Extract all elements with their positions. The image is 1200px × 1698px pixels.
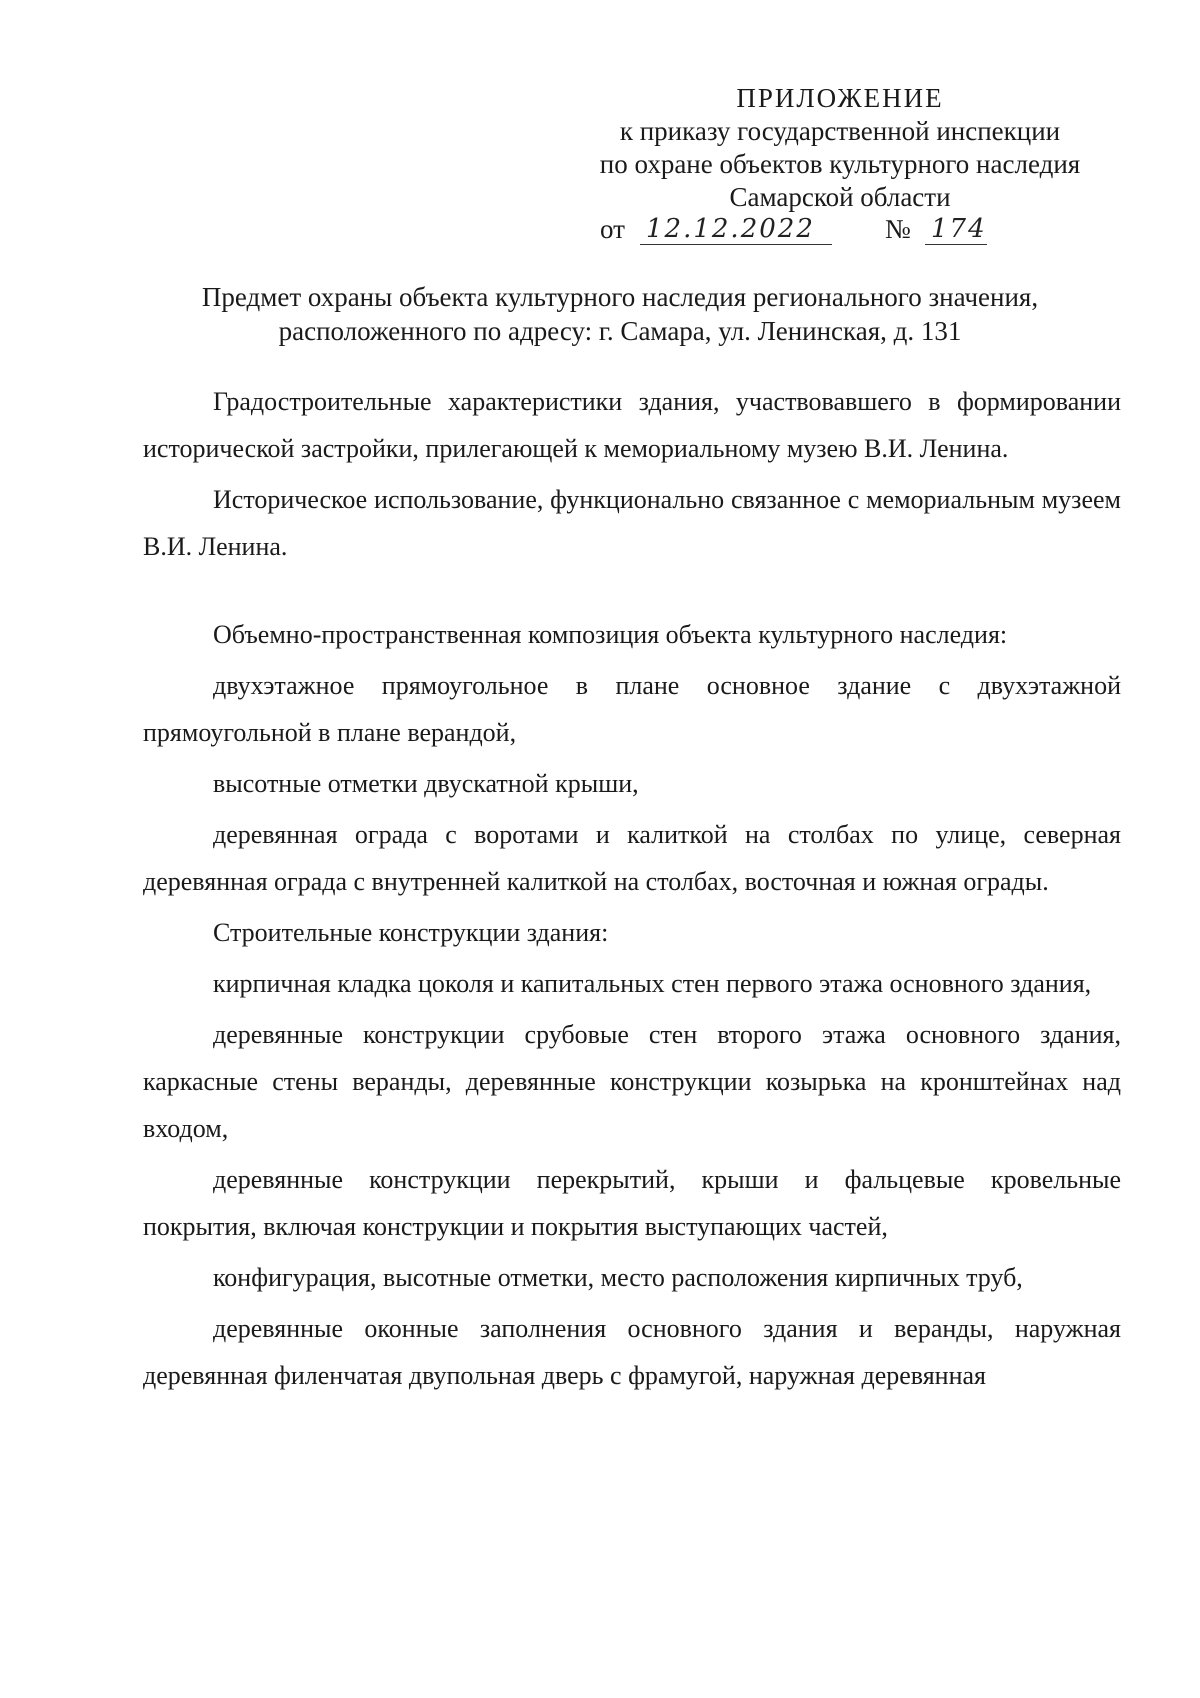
date-value-handwritten: 12.12.2022 — [640, 214, 832, 245]
appendix-title: ПРИЛОЖЕНИЕ — [736, 83, 944, 113]
date-label: от — [600, 214, 625, 244]
paragraph: деревянные конструкции перекрытий, крыши и фальцевые кровельные покрытия, включая конструкции и покрытия выступающих частей, — [143, 1165, 1121, 1241]
paragraph: высотные отметки двускатной крыши, — [213, 769, 639, 798]
paragraph: Объемно-пространственная композиция объекта культурного наследия: — [213, 620, 1008, 649]
paragraph: двухэтажное прямоугольное в плане основное здание с двухэтажной прямоугольной в плане верандой, — [143, 671, 1121, 747]
paragraph: Строительные конструкции здания: — [213, 918, 609, 947]
paragraph: кирпичная кладка цоколя и капитальных стен первого этажа основного здания, — [213, 969, 1092, 998]
paragraph: деревянная ограда с воротами и калиткой на столбах по улице, северная деревянная ограда с внутренней калиткой на столбах, восточная и южная ограды. — [143, 820, 1121, 896]
appendix-line-2: по охране объектов культурного наследия — [599, 149, 1081, 179]
appendix-line-1: к приказу государственной инспекции — [619, 116, 1061, 146]
paragraph: Градостроительные характеристики здания, участвовавшего в формировании исторической застройки, прилегающей к мемориальному музею В.И. Ленина. — [143, 387, 1121, 463]
subject-line-2: расположенного по адресу: г. Самара, ул. Ленинская, д. 131 — [278, 316, 962, 346]
subject-line-1: Предмет охраны объекта культурного наследия регионального значения, — [201, 282, 1039, 312]
appendix-header — [560, 82, 1120, 214]
paragraph: деревянные оконные заполнения основного здания и веранды, наружная деревянная филенчатая двупольная дверь с фрамугой, наружная деревянная — [143, 1314, 1121, 1390]
paragraph: деревянные конструкции срубовые стен второго этажа основного здания, каркасные стены веранды, деревянные конструкции козырька на кронштейнах над входом, — [143, 1020, 1121, 1143]
number-label: № — [885, 214, 911, 244]
number-value-handwritten: 174 — [925, 214, 987, 245]
paragraph: Историческое использование, функционально связанное с мемориальным музеем В.И. Ленина. — [143, 485, 1121, 561]
body-text — [143, 378, 1121, 1403]
appendix-line-3: Самарской области — [729, 182, 951, 212]
order-date-number — [600, 214, 1100, 248]
subject-title — [140, 280, 1100, 348]
paragraph: конфигурация, высотные отметки, место расположения кирпичных труб, — [213, 1263, 1023, 1292]
